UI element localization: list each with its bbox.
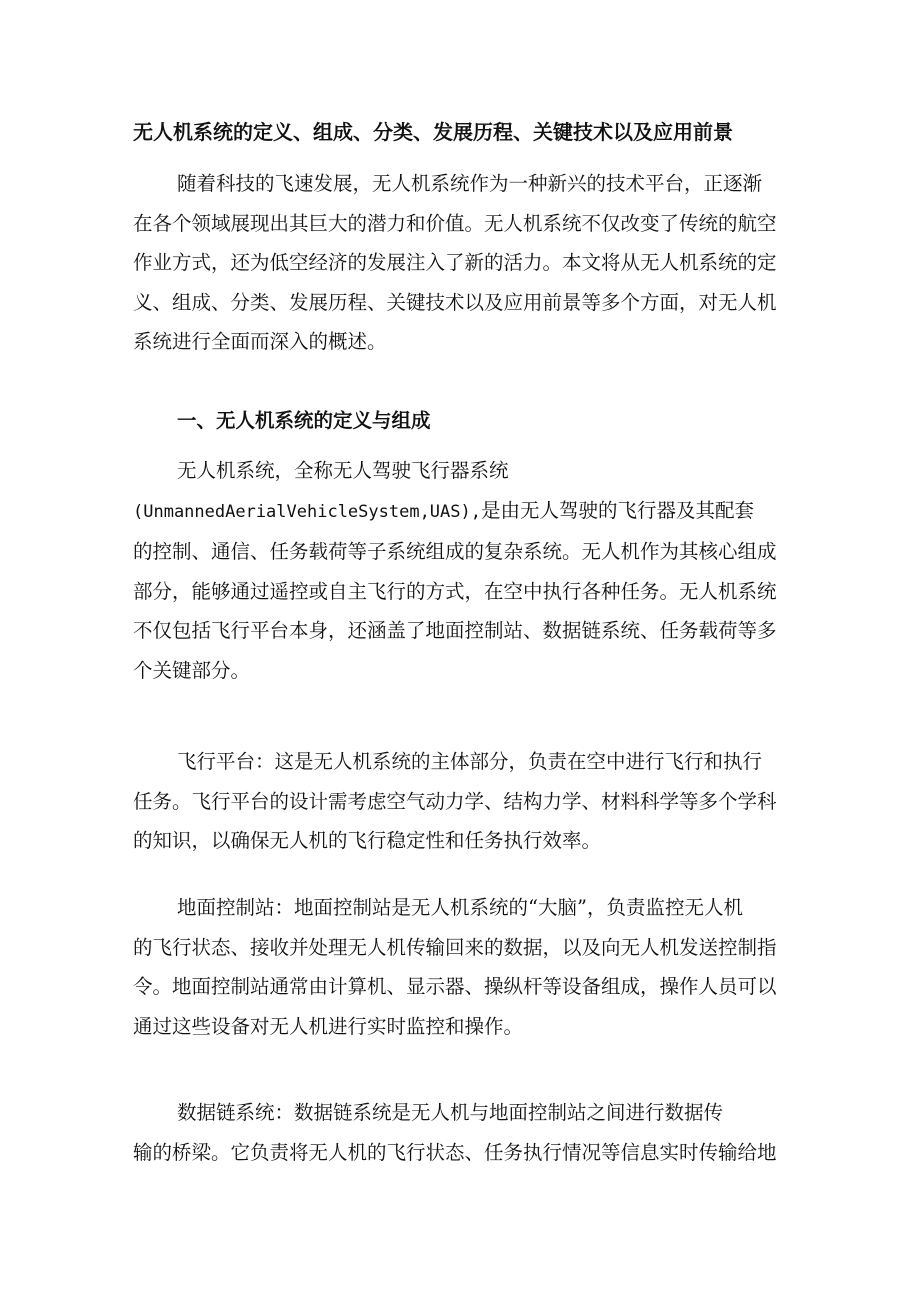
text-line: 输的桥梁。它负责将无人机的飞行状态、任务执行情况等信息实时传输给地 bbox=[133, 1140, 777, 1164]
text-line: 义、组成、分类、发展历程、关键技术以及应用前景等多个方面，对无人机 bbox=[133, 290, 777, 314]
intro-paragraph bbox=[133, 164, 793, 362]
text-line: 数据链系统：数据链系统是无人机与地面控制站之间进行数据传 bbox=[177, 1101, 724, 1124]
text-line: 通过这些设备对无人机进行实时监控和操作。 bbox=[133, 1014, 524, 1038]
text-line: 部分，能够通过遥控或自主飞行的方式，在空中执行各种任务。无人机系统 bbox=[133, 579, 777, 603]
text-line: 系统进行全面而深入的概述。 bbox=[133, 330, 387, 353]
text-line: 随着科技的飞速发展，无人机系统作为一种新兴的技术平台，正逐渐 bbox=[177, 172, 763, 195]
text-line: 令。地面控制站通常由计算机、显示器、操纵杆等设备组成，操作人员可以 bbox=[133, 975, 777, 998]
text-line: 飞行平台：这是无人机系统的主体部分，负责在空中进行飞行和执行 bbox=[177, 750, 763, 773]
definition-paragraph bbox=[133, 451, 793, 690]
ground-station-paragraph bbox=[133, 888, 793, 1046]
text-line: 地面控制站：地面控制站是无人机系统的“大脑”，负责监控无人机 bbox=[177, 896, 743, 919]
text-line: 任务。飞行平台的设计需考虑空气动力学、结构力学、材料科学等多个学科 bbox=[133, 789, 777, 813]
text-line: 个关键部分。 bbox=[133, 658, 251, 682]
data-link-paragraph bbox=[133, 1093, 793, 1172]
text-line bbox=[133, 491, 793, 533]
flight-platform-paragraph bbox=[133, 742, 793, 861]
text-line: 不仅包括飞行平台本身，还涵盖了地面控制站、数据链系统、任务载荷等多 bbox=[133, 619, 777, 642]
uas-term: (UnmannedAerialVehicleSystem,UAS), bbox=[133, 501, 481, 522]
text-line: 作业方式，还为低空经济的发展注入了新的活力。本文将从无人机系统的定 bbox=[133, 251, 777, 274]
section-heading: 一、无人机系统的定义与组成 bbox=[177, 409, 431, 432]
text-line: 的知识，以确保无人机的飞行稳定性和任务执行效率。 bbox=[133, 829, 602, 852]
text-line: 在各个领域展现出其巨大的潜力和价值。无人机系统不仅改变了传统的航空 bbox=[133, 211, 777, 235]
text-line: 的控制、通信、任务载荷等子系统组成的复杂系统。无人机作为其核心组成 bbox=[133, 540, 777, 563]
text-line: 的飞行状态、接收并处理无人机传输回来的数据，以及向无人机发送控制指 bbox=[133, 935, 777, 959]
document-title: 无人机系统的定义、组成、分类、发展历程、关键技术以及应用前景 bbox=[133, 120, 733, 144]
text-line: 无人机系统，全称无人驾驶飞行器系统 bbox=[177, 459, 509, 482]
text-fragment: 是由无人驾驶的飞行器及其配套 bbox=[481, 498, 755, 522]
